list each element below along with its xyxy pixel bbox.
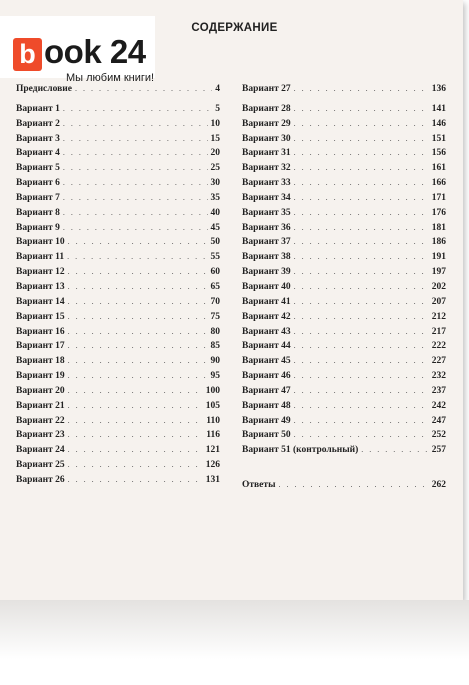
page-title: СОДЕРЖАНИЕ <box>191 22 278 34</box>
toc-label: Вариант 17 <box>16 341 65 352</box>
toc-label: Вариант 16 <box>16 326 65 337</box>
toc-leader-dots <box>68 297 208 306</box>
toc-row <box>16 237 220 252</box>
toc-page-number: 171 <box>431 192 446 203</box>
toc-leader-dots <box>294 208 429 217</box>
toc-label: Вариант 48 <box>242 400 291 411</box>
toc-row <box>242 237 446 252</box>
toc-row <box>242 386 446 401</box>
toc-leader-dots <box>294 341 429 350</box>
toc-label: Вариант 9 <box>16 222 60 233</box>
toc-row <box>16 282 220 297</box>
toc-page-number: 30 <box>210 178 220 189</box>
toc-label: Вариант 14 <box>16 296 65 307</box>
toc-row <box>242 401 446 416</box>
toc-row <box>16 178 220 193</box>
toc-leader-dots <box>68 460 203 469</box>
toc-label: Предисловие <box>16 84 72 94</box>
book24-logo[interactable] <box>0 16 155 84</box>
toc-page-number: 166 <box>431 178 446 189</box>
toc-label: Вариант 39 <box>242 267 291 278</box>
toc-label: Вариант 33 <box>242 178 291 189</box>
toc-page-number: 222 <box>431 341 446 352</box>
toc-row <box>242 267 446 282</box>
toc-leader-dots <box>68 237 208 246</box>
toc-label: Вариант 37 <box>242 237 291 248</box>
toc-leader-dots <box>63 163 208 172</box>
toc-label: Вариант 51 (контрольный) <box>242 445 359 456</box>
toc-row <box>16 148 220 163</box>
toc-leader-dots <box>68 327 208 336</box>
toc-row-preface <box>16 84 220 99</box>
toc-label: Вариант 30 <box>242 133 291 144</box>
toc-page-number: 65 <box>210 281 220 292</box>
toc-leader-dots <box>294 327 429 336</box>
toc-row <box>242 223 446 238</box>
toc-leader-dots <box>294 282 429 291</box>
toc-label: Вариант 40 <box>242 281 291 292</box>
toc-page-number: 10 <box>210 118 220 129</box>
toc-page-number: 95 <box>210 371 220 382</box>
toc-label: Вариант 44 <box>242 341 291 352</box>
toc-leader-dots <box>63 208 208 217</box>
toc-label: Вариант 3 <box>16 133 60 144</box>
toc-page-number: 15 <box>210 133 220 144</box>
toc-label: Вариант 6 <box>16 178 60 189</box>
toc-label: Вариант 36 <box>242 222 291 233</box>
toc-row <box>16 386 220 401</box>
toc-row <box>242 134 446 149</box>
toc-label: Вариант 23 <box>16 430 65 441</box>
toc-leader-dots <box>63 119 208 128</box>
toc-leader-dots <box>294 104 429 113</box>
toc-label: Вариант 12 <box>16 267 65 278</box>
toc-leader-dots <box>294 356 429 365</box>
toc-row-answers <box>242 480 446 495</box>
toc-row <box>16 312 220 327</box>
toc-leader-dots <box>294 223 429 232</box>
toc-leader-dots <box>67 252 207 261</box>
toc-page-number: 85 <box>210 341 220 352</box>
toc-leader-dots <box>294 178 429 187</box>
toc-leader-dots <box>294 148 429 157</box>
toc-page-number: 105 <box>205 400 220 411</box>
toc-row <box>16 475 220 490</box>
toc-label: Вариант 11 <box>16 252 65 263</box>
toc-row <box>16 119 220 134</box>
toc-row <box>242 371 446 386</box>
toc-row <box>16 416 220 431</box>
toc-label: Вариант 7 <box>16 192 60 203</box>
toc-page-number: 45 <box>210 222 220 233</box>
toc-page-number: 20 <box>210 148 220 159</box>
toc-leader-dots <box>63 104 212 113</box>
toc-row <box>242 356 446 371</box>
toc-row <box>16 356 220 371</box>
toc-leader-dots <box>294 193 429 202</box>
toc-label: Вариант 8 <box>16 207 60 218</box>
toc-page-number: 161 <box>431 163 446 174</box>
toc-page-number: 227 <box>431 356 446 367</box>
toc-label: Вариант 22 <box>16 415 65 426</box>
toc-label: Вариант 24 <box>16 445 65 456</box>
toc-label: Вариант 20 <box>16 385 65 396</box>
toc-page-number: 110 <box>206 415 220 426</box>
toc-leader-dots <box>68 341 208 350</box>
toc-row <box>16 371 220 386</box>
toc-page-number: 151 <box>431 133 446 144</box>
toc-label: Вариант 4 <box>16 148 60 159</box>
toc-leader-dots <box>294 312 429 321</box>
toc-label: Вариант 38 <box>242 252 291 263</box>
toc-leader-dots <box>68 386 203 395</box>
toc-label: Вариант 15 <box>16 311 65 322</box>
toc-leader-dots <box>294 430 429 439</box>
toc-leader-dots <box>294 371 429 380</box>
toc-leader-dots <box>63 134 208 143</box>
toc-label: Вариант 21 <box>16 400 65 411</box>
toc-row <box>16 252 220 267</box>
toc-row <box>242 282 446 297</box>
toc-label: Вариант 35 <box>242 207 291 218</box>
toc-page-number: 60 <box>210 267 220 278</box>
toc-leader-dots <box>294 252 429 261</box>
toc-leader-dots <box>294 84 429 93</box>
toc-row <box>242 297 446 312</box>
toc-leader-dots <box>68 475 203 484</box>
toc-leader-dots <box>294 163 429 172</box>
toc-row <box>16 208 220 223</box>
toc-label: Вариант 29 <box>242 118 291 129</box>
toc-label: Вариант 50 <box>242 430 291 441</box>
toc-label: Вариант 10 <box>16 237 65 248</box>
toc-label: Вариант 31 <box>242 148 291 159</box>
toc-leader-dots <box>294 134 429 143</box>
toc-label: Вариант 27 <box>242 84 291 94</box>
toc-label: Вариант 42 <box>242 311 291 322</box>
toc-row <box>242 327 446 342</box>
logo-book-icon: b <box>13 38 42 71</box>
toc-row <box>242 312 446 327</box>
toc-page-number: 70 <box>210 296 220 307</box>
toc-row <box>242 178 446 193</box>
toc-page-number: 237 <box>431 385 446 396</box>
toc-page-number: 257 <box>431 445 446 456</box>
toc-row <box>242 84 446 99</box>
toc-page-number: 116 <box>206 430 220 441</box>
toc-page-number: 207 <box>431 296 446 307</box>
toc-page-number: 131 <box>205 474 220 485</box>
toc-page-number: 141 <box>431 103 446 114</box>
toc-row <box>16 297 220 312</box>
toc-leader-dots <box>68 445 203 454</box>
toc-leader-dots <box>63 193 208 202</box>
toc-row <box>16 445 220 460</box>
logo-slogan: Мы любим книги! <box>66 72 155 84</box>
toc-leader-dots <box>63 178 208 187</box>
toc-row <box>16 163 220 178</box>
toc-label: Вариант 47 <box>242 385 291 396</box>
toc-row <box>16 104 220 119</box>
toc-label: Вариант 34 <box>242 192 291 203</box>
toc-page-number: 121 <box>205 445 220 456</box>
toc-row <box>16 327 220 342</box>
toc-label: Вариант 32 <box>242 163 291 174</box>
toc-page-number: 262 <box>431 480 446 491</box>
toc-page-number: 242 <box>431 400 446 411</box>
toc-leader-dots <box>279 480 429 489</box>
toc-page-number: 212 <box>431 311 446 322</box>
toc-label: Ответы <box>242 480 276 491</box>
toc-page-number: 136 <box>431 84 446 94</box>
toc-row <box>16 193 220 208</box>
toc-leader-dots <box>68 401 203 410</box>
toc-leader-dots <box>68 416 204 425</box>
toc-page-number: 4 <box>215 84 220 94</box>
toc-page-number: 197 <box>431 267 446 278</box>
toc-row <box>16 223 220 238</box>
toc-label: Вариант 46 <box>242 371 291 382</box>
toc-label: Вариант 45 <box>242 356 291 367</box>
toc-row <box>242 252 446 267</box>
toc-leader-dots <box>63 223 208 232</box>
toc-row <box>242 119 446 134</box>
toc-row <box>242 104 446 119</box>
toc-row <box>16 267 220 282</box>
toc-page-number: 50 <box>210 237 220 248</box>
toc-leader-dots <box>68 282 208 291</box>
toc-page-number: 146 <box>431 118 446 129</box>
toc-page-number: 90 <box>210 356 220 367</box>
toc-page-number: 75 <box>210 311 220 322</box>
toc-label: Вариант 13 <box>16 281 65 292</box>
toc-page-number: 156 <box>431 148 446 159</box>
toc-leader-dots <box>68 312 208 321</box>
toc-leader-dots <box>294 119 429 128</box>
toc-page-number: 176 <box>431 207 446 218</box>
toc-page-number: 5 <box>215 103 220 114</box>
toc-page-number: 40 <box>210 207 220 218</box>
toc-label: Вариант 49 <box>242 415 291 426</box>
toc-leader-dots <box>63 148 208 157</box>
toc-leader-dots <box>361 445 428 454</box>
toc-label: Вариант 43 <box>242 326 291 337</box>
toc-page-number: 247 <box>431 415 446 426</box>
toc-label: Вариант 18 <box>16 356 65 367</box>
toc-left-column <box>16 84 220 490</box>
toc-label: Вариант 26 <box>16 474 65 485</box>
toc-page-number: 202 <box>431 281 446 292</box>
toc-row <box>242 163 446 178</box>
toc-row <box>16 134 220 149</box>
toc-page-number: 186 <box>431 237 446 248</box>
toc-leader-dots <box>294 237 429 246</box>
toc-right-column <box>242 84 446 495</box>
toc-leader-dots <box>294 416 429 425</box>
toc-label: Вариант 41 <box>242 296 291 307</box>
toc-leader-dots <box>75 84 212 93</box>
toc-label: Вариант 2 <box>16 118 60 129</box>
toc-row <box>242 148 446 163</box>
toc-page-number: 80 <box>210 326 220 337</box>
toc-row <box>16 430 220 445</box>
toc-row <box>242 193 446 208</box>
toc-label: Вариант 25 <box>16 460 65 471</box>
toc-page-number: 232 <box>431 371 446 382</box>
toc-label: Вариант 1 <box>16 103 60 114</box>
toc-leader-dots <box>294 401 429 410</box>
toc-row <box>242 208 446 223</box>
toc-row <box>16 460 220 475</box>
toc-row <box>242 445 446 460</box>
toc-page-number: 100 <box>205 385 220 396</box>
toc-row <box>16 341 220 356</box>
toc-leader-dots <box>294 386 429 395</box>
toc-page-number: 191 <box>431 252 446 263</box>
logo-wordmark: ook 24 <box>44 33 146 70</box>
toc-page-number: 25 <box>210 163 220 174</box>
toc-label: Вариант 19 <box>16 371 65 382</box>
toc-page-number: 126 <box>205 460 220 471</box>
toc-row <box>16 401 220 416</box>
toc-leader-dots <box>68 356 208 365</box>
toc-leader-dots <box>68 430 204 439</box>
toc-page-number: 217 <box>431 326 446 337</box>
toc-row <box>242 416 446 431</box>
toc-row <box>242 430 446 445</box>
toc-page-number: 55 <box>210 252 220 263</box>
toc-label: Вариант 28 <box>242 103 291 114</box>
toc-label: Вариант 5 <box>16 163 60 174</box>
toc-page-number: 252 <box>431 430 446 441</box>
page-shadow-fade <box>0 600 469 685</box>
toc-leader-dots <box>68 371 208 380</box>
toc-leader-dots <box>294 267 429 276</box>
toc-row <box>242 341 446 356</box>
toc-leader-dots <box>294 297 429 306</box>
toc-page-number: 35 <box>210 192 220 203</box>
toc-leader-dots <box>68 267 208 276</box>
toc-page-number: 181 <box>431 222 446 233</box>
